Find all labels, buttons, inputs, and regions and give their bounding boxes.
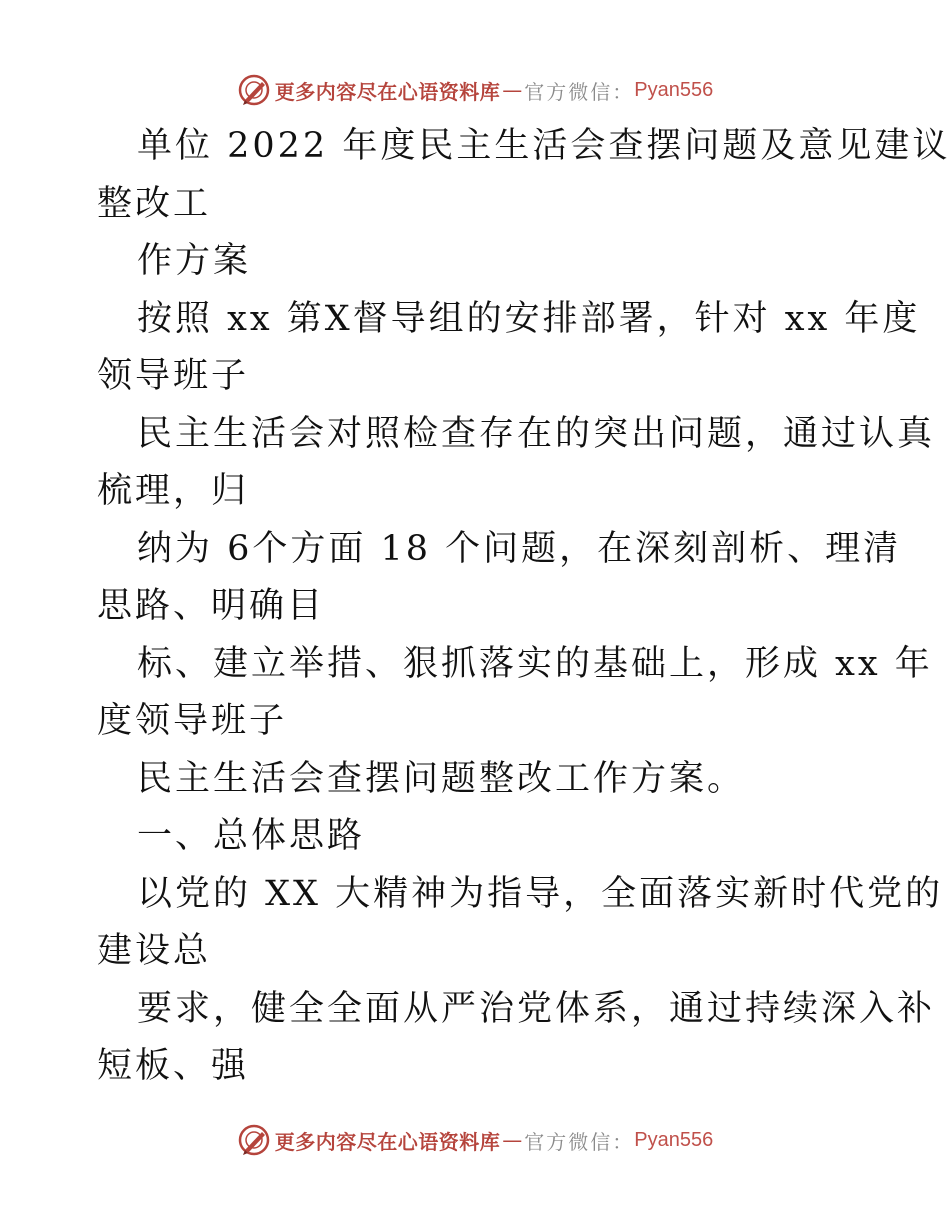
- banner-title: 更多内容尽在心语资料库: [274, 1129, 501, 1154]
- text-line: 梳理，归: [97, 471, 250, 511]
- text-line: 短板、强: [97, 1046, 250, 1086]
- banner-wechat-id: Pyan556: [634, 78, 714, 101]
- text-line: 民主生活会查摆问题整改工作方案。: [137, 758, 746, 799]
- text-line: 标、建立举措、狠抓落实的基础上，形成 xx 年: [137, 643, 933, 684]
- text-line: 度领导班子: [97, 701, 288, 741]
- banner-dash: —: [502, 78, 523, 102]
- text-line: 整改工: [97, 183, 212, 224]
- text-line: 建设总: [97, 931, 212, 971]
- text-line: 一、总体思路: [137, 816, 366, 856]
- text-line: 作方案: [137, 241, 252, 281]
- banner-title: 更多内容尽在心语资料库: [274, 79, 501, 104]
- footer-banner: [0, 1120, 950, 1160]
- text-line: 单位 2022 年度民主生活会查摆问题及意见建议: [137, 126, 950, 166]
- text-line: 以党的 XX 大精神为指导，全面落实新时代党的: [137, 873, 944, 914]
- header-banner: [0, 70, 950, 110]
- pen-logo-icon: [237, 73, 271, 107]
- document-body: [97, 118, 950, 1096]
- text-line: 民主生活会对照检查存在的突出问题，通过认真: [137, 413, 936, 454]
- banner-wechat-label: 官方微信：: [524, 1129, 635, 1154]
- text-line: 按照 xx 第X督导组的安排部署，针对 xx 年度: [137, 298, 921, 339]
- banner-dash: —: [502, 1128, 523, 1152]
- text-line: 要求，健全全面从严治党体系，通过持续深入补: [137, 988, 936, 1029]
- text-line: 领导班子: [97, 356, 250, 396]
- pen-logo-icon: [237, 1123, 271, 1157]
- banner-wechat-id: Pyan556: [634, 1128, 714, 1151]
- text-line: 纳为 6个方面 18 个问题，在深刻剖析、理清: [137, 528, 902, 569]
- banner-wechat-label: 官方微信：: [524, 79, 635, 104]
- text-line: 思路、明确目: [97, 586, 326, 626]
